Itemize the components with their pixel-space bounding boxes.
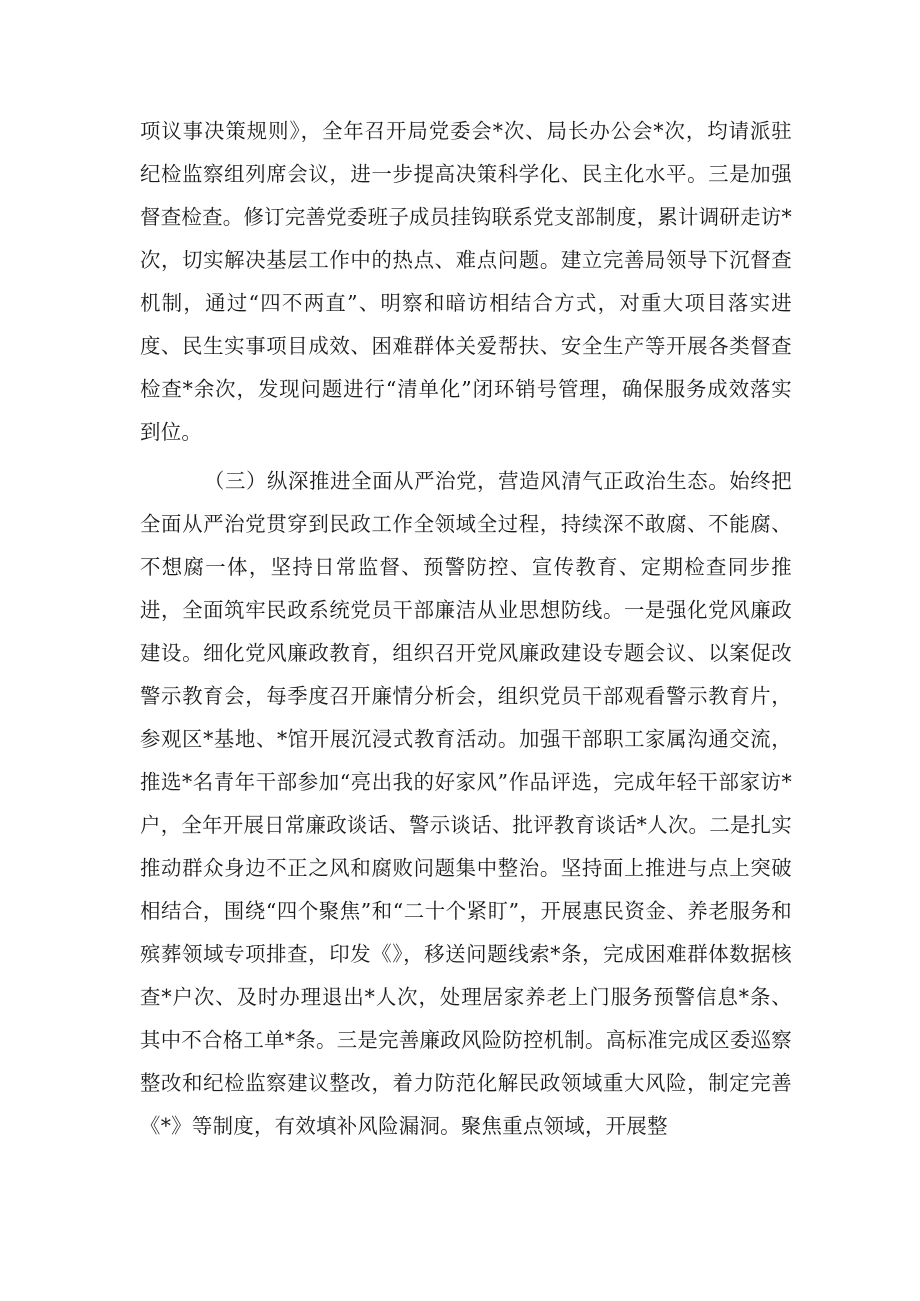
body-paragraph-section-three: （三）纵深推进全面从严治党，营造风清气正政治生态。始终把全面从严治党贯穿到民政工作全领域全过程，持续深不敢腐、不能腐、不想腐一体，坚持日常监督、预警防控、宣传教育、定期检查同步推进，全面筑牢民政系统党员干部廉洁从业思想防线。一是强化党风廉政建设。细化党风廉政教育，组织召开党风廉政建设专题会议、以案促改警示教育会，每季度召开廉情分析会，组织党员干部观看警示教育片，参观区*基地、*馆开展沉浸式教育活动。加强干部职工家属沟通交流，推选*名青年干部参加“亮出我的好家风”作品评选，完成年轻干部家访*户，全年开展日常廉政谈话、警示谈话、批评教育谈话*人次。二是扎实推动群众身边不正之风和腐败问题集中整治。坚持面上推进与点上突破相结合，围绕“四个聚焦”和“二十个紧盯”，开展惠民资金、养老服务和殡葬领域专项排查，印发《》，移送问题线索*条，完成困难群体数据核查*户次、及时办理退出*人次，处理居家养老上门服务预警信息*条、其中不合格工单*条。三是完善廉政风险防控机制。高标准完成区委巡察整改和纪检监察建议整改，着力防范化解民政领域重大风险，制定完善《*》等制度，有效填补风险漏洞。聚焦重点领域，开展整	[140, 469, 792, 1138]
body-paragraph-continued: 项议事决策规则》，全年召开局党委会*次、局长办公会*次，均请派驻纪检监察组列席会议，进一步提高决策科学化、民主化水平。三是加强督查检查。修订完善党委班子成员挂钩联系党支部制度，累计调研走访*次，切实解决基层工作中的热点、难点问题。建立完善局领导下沉督查机制，通过“四不两直”、明察和暗访相结合方式，对重大项目落实进度、民生实事项目成效、困难群体关爱帮扶、安全生产等开展各类督查检查*余次，发现问题进行“清单化”闭环销号管理，确保服务成效落实到位。	[140, 119, 792, 444]
